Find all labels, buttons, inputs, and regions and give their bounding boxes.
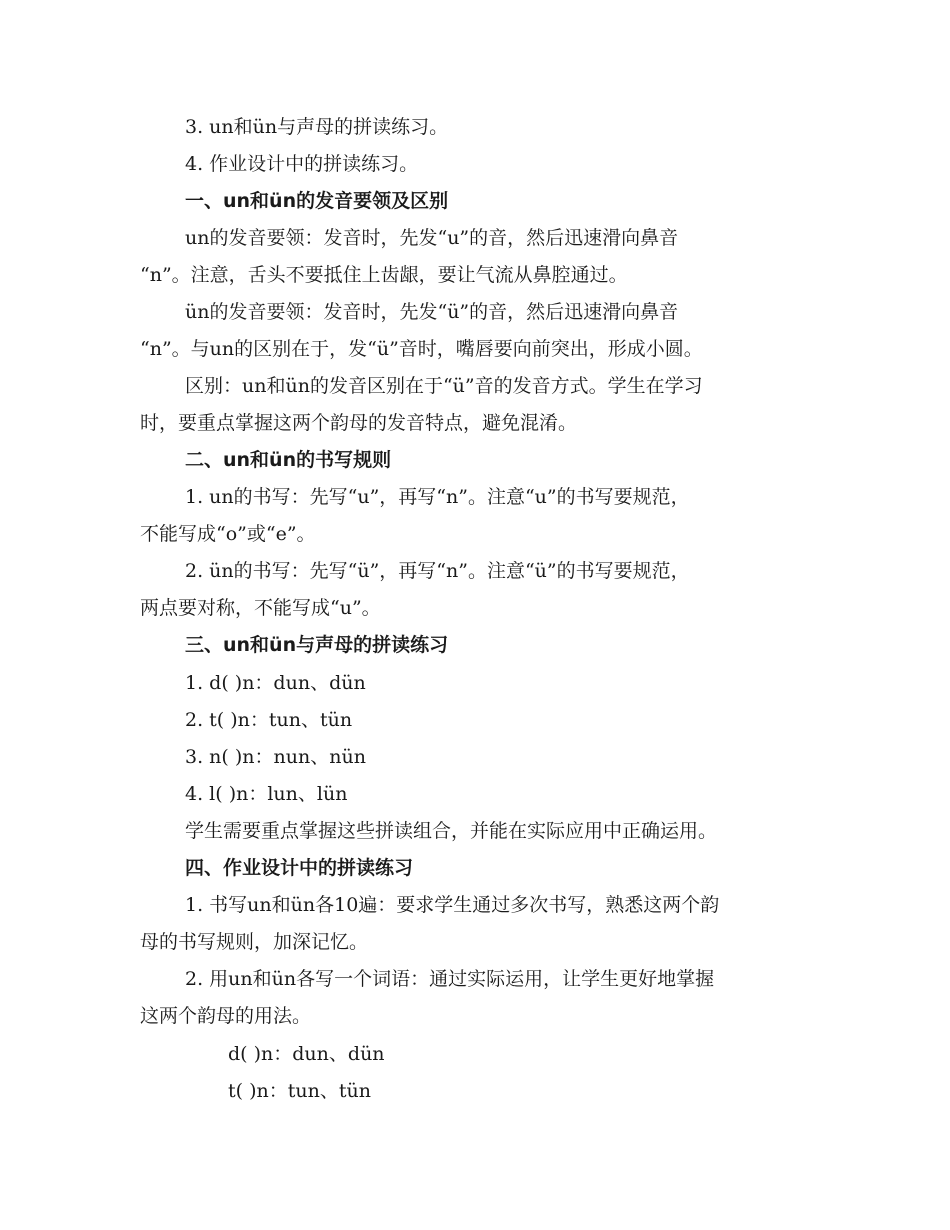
paragraph-line: un的发音要领：发音时，先发“u”的音，然后迅速滑向鼻音 bbox=[185, 227, 679, 249]
section-heading-1: 一、un和ün的发音要领及区别 bbox=[185, 190, 449, 212]
list-item: 1. d( )n：dun、dün bbox=[185, 672, 366, 694]
paragraph-line: ün的发音要领：发音时，先发“ü”的音，然后迅速滑向鼻音 bbox=[185, 301, 679, 323]
list-item: 2. t( )n：tun、tün bbox=[185, 709, 353, 731]
section-heading-4: 四、作业设计中的拼读练习 bbox=[185, 857, 414, 879]
example-line: d( )n：dun、dün bbox=[228, 1043, 385, 1065]
paragraph-line: 区别：un和ün的发音区别在于“ü”音的发音方式。学生在学习 bbox=[185, 375, 703, 397]
outline-item-4: 4. 作业设计中的拼读练习。 bbox=[185, 153, 419, 175]
paragraph-line: “n”。注意，舌头不要抵住上齿龈，要让气流从鼻腔通过。 bbox=[140, 264, 628, 286]
paragraph-line: 不能写成“o”或“e”。 bbox=[140, 523, 316, 545]
outline-item-3: 3. un和ün与声母的拼读练习。 bbox=[185, 116, 449, 138]
paragraph-line: “n”。与un的区别在于，发“ü”音时，嘴唇要向前突出，形成小圆。 bbox=[140, 338, 703, 360]
example-line: t( )n：tun、tün bbox=[228, 1080, 371, 1102]
paragraph-line: 2. ün的书写：先写“ü”，再写“n”。注意“ü”的书写要规范， bbox=[185, 560, 690, 582]
paragraph-line: 两点要对称，不能写成“u”。 bbox=[140, 597, 381, 619]
paragraph-line: 母的书写规则，加深记忆。 bbox=[140, 931, 369, 953]
paragraph-line: 时，要重点掌握这两个韵母的发音特点，避免混淆。 bbox=[140, 412, 578, 434]
paragraph-line: 这两个韵母的用法。 bbox=[140, 1005, 312, 1027]
section-heading-3: 三、un和ün与声母的拼读练习 bbox=[185, 634, 449, 656]
paragraph-line: 学生需要重点掌握这些拼读组合，并能在实际应用中正确运用。 bbox=[185, 820, 718, 842]
section-heading-2: 二、un和ün的书写规则 bbox=[185, 449, 392, 471]
paragraph-line: 1. 书写un和ün各10遍：要求学生通过多次书写，熟悉这两个韵 bbox=[185, 894, 720, 916]
paragraph-line: 1. un的书写：先写“u”，再写“n”。注意“u”的书写要规范， bbox=[185, 486, 690, 508]
paragraph-line: 2. 用un和ün各写一个词语：通过实际运用，让学生更好地掌握 bbox=[185, 968, 715, 990]
list-item: 3. n( )n：nun、nün bbox=[185, 746, 366, 768]
list-item: 4. l( )n：lun、lün bbox=[185, 783, 348, 805]
